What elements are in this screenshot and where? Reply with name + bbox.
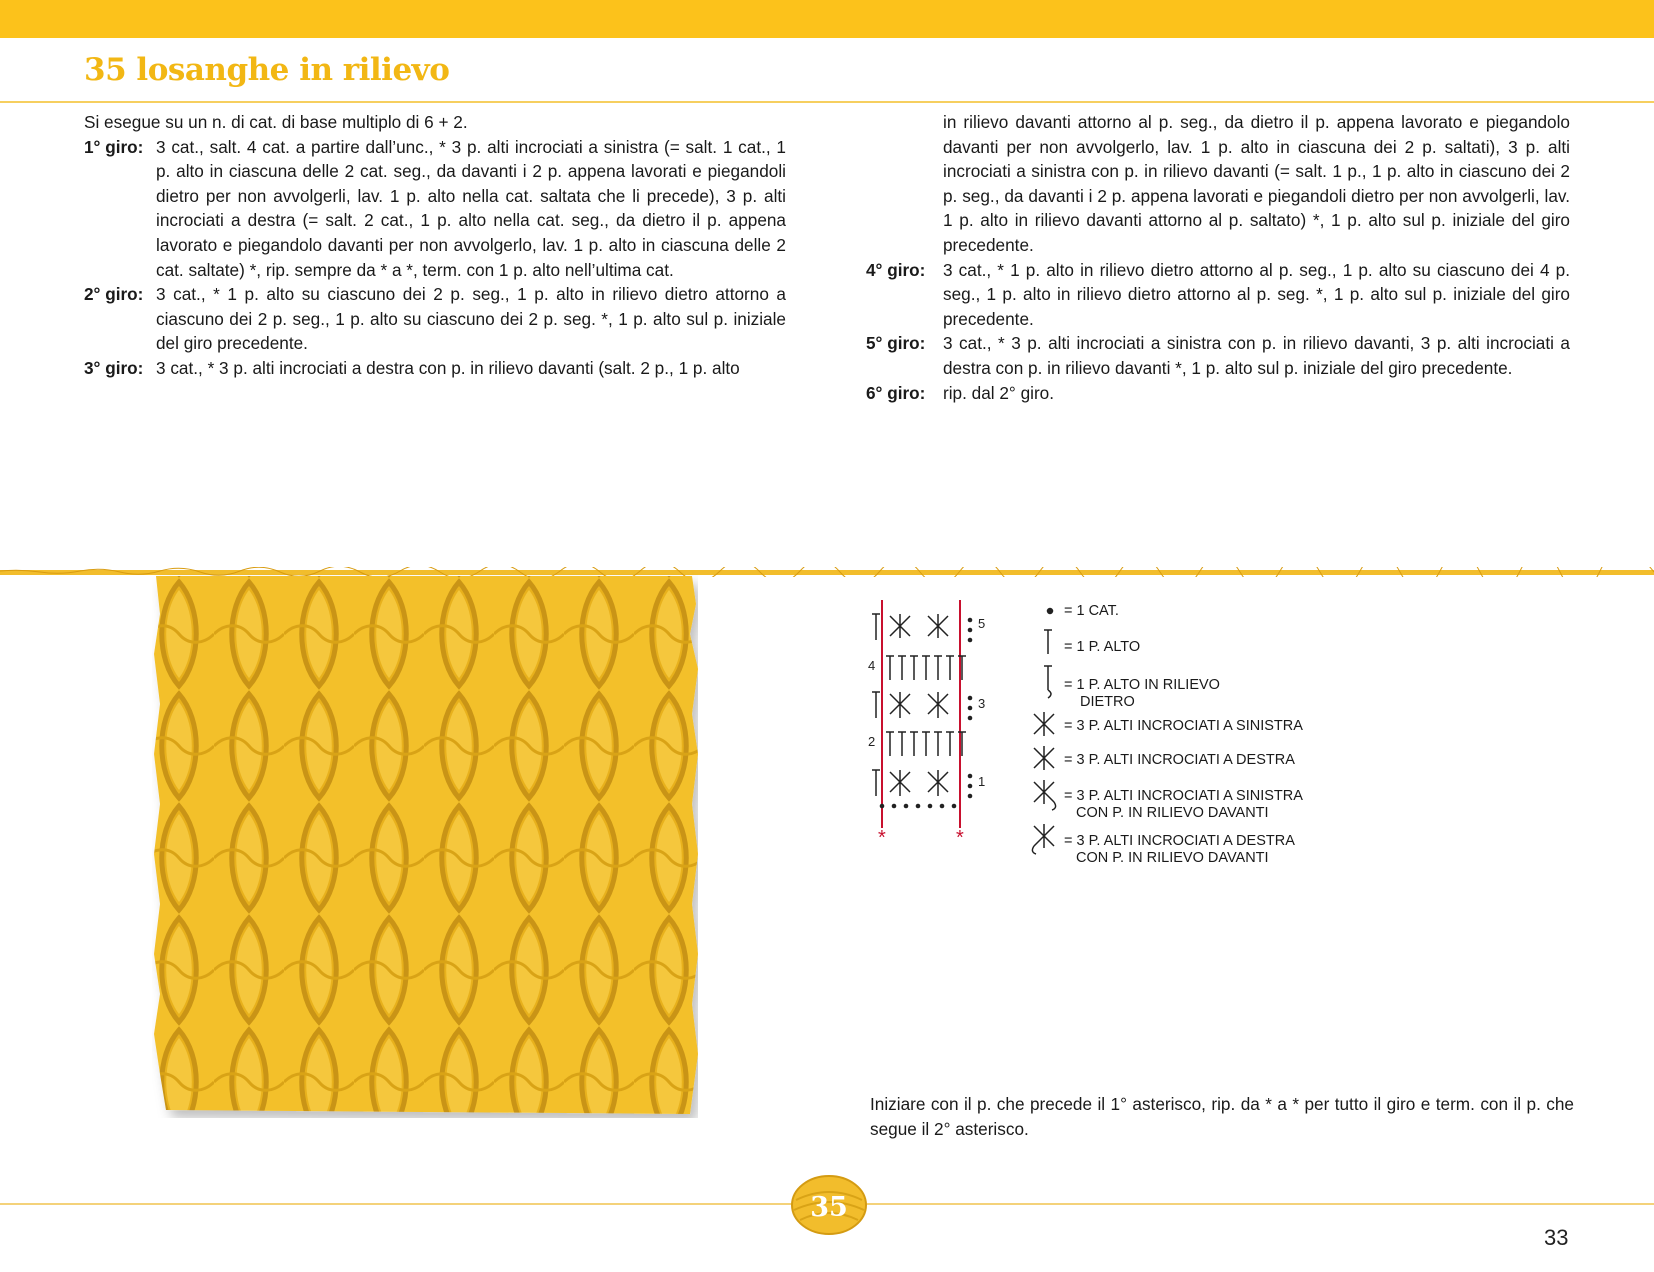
round-3-continued: in rilievo davanti attorno al p. seg., da dietro il p. appena lavorato e piegandolo davanti per non avvolgerlo, lav. 1 p. alto in ciascuna dei 2 p. saltati), 3 p. alti incrociati a sinistra con p. in rilievo davanti (= salt. 1 p., 1 p. alto in ciascuno dei 2 p. seg., da davanti i 2 p. appena lavorati e piegandoli dietro per non avvolgerli, lav. 1 p. alto in rilievo davanti attorno al p. saltato) *, 1 p. alto sul p. iniziale del giro precedente. xyxy=(943,112,1570,255)
legend-symbols xyxy=(1032,609,1055,855)
crochet-swatch-photo xyxy=(152,574,698,1118)
legend-text: = 3 P. ALTI INCROCIATI A SINISTRA xyxy=(1064,788,1303,804)
yarn-ball-badge xyxy=(790,1174,868,1236)
cross-left-fp-icon xyxy=(1034,780,1056,810)
row-label-1: 1 xyxy=(978,774,986,789)
repeat-marker-end: * xyxy=(956,827,964,849)
page-title: 35 losanghe in rilievo xyxy=(84,52,450,88)
top-color-band xyxy=(0,0,1654,38)
round-2 xyxy=(84,282,786,356)
round-text: 3 cat., * 3 p. alti incrociati a destra con p. in rilievo davanti (salt. 2 p., 1 p. alto xyxy=(156,357,740,378)
back-post-dc-icon xyxy=(1044,666,1052,698)
title-divider xyxy=(0,101,1654,103)
round-4 xyxy=(866,258,1570,332)
double-crochet-icon xyxy=(1044,630,1052,654)
round-5 xyxy=(866,331,1570,380)
chain-dot-icon xyxy=(1048,609,1053,614)
row-label-2: 2 xyxy=(868,734,876,749)
round-label: 1° giro: xyxy=(84,136,144,157)
round-text: 3 cat., salt. 4 cat. a partire dall’unc., * 3 p. alti incrociati a sinistra (= salt. 1 cat., 1 p. alto in ciascuna delle 2 cat. seg., da davanti i 2 p. appena lavorati e piegandoli dietro per non avvolgerli, lav. 1 p. alto nella cat. saltata che li precede), 3 p. alti incrociati a destra (= salt. 2 cat., 1 p. alto nella cat. seg., da dietro il p. appena lavorato e piegandolo davanti per non avvolgerlo, lav. 1 p. alto in ciascuna delle 2 cat. saltate) *, rip. sempre da * a *, term. con 1 p. alto nell’ultima cat. xyxy=(156,136,786,280)
cross-left-icon xyxy=(1034,712,1054,736)
round-text: 3 cat., * 3 p. alti incrociati a sinistra con p. in rilievo davanti, 3 p. alti incrociati a destra con p. in rilievo davanti *, 1 p. alto sul p. iniziale del giro precedente. xyxy=(943,333,1570,378)
legend-double-crochet xyxy=(1064,639,1140,656)
round-label: 6° giro: xyxy=(866,382,926,403)
round-1 xyxy=(84,135,786,283)
page-number: 33 xyxy=(1544,1225,1569,1250)
round-label: 5° giro: xyxy=(866,333,926,354)
legend-cross-right xyxy=(1064,752,1295,769)
legend-text: = 1 P. ALTO IN RILIEVO xyxy=(1064,677,1220,693)
legend-text-2: DIETRO xyxy=(1080,694,1135,710)
legend-text: = 1 CAT. xyxy=(1064,603,1119,619)
round-6 xyxy=(866,381,1570,406)
repeat-instructions: Iniziare con il p. che precede il 1° asterisco, rip. da * a * per tutto il giro e term. con il p. che segue il 2° asterisco. xyxy=(870,1094,1574,1139)
legend-chain xyxy=(1064,603,1119,620)
row-label-3: 3 xyxy=(978,696,986,711)
round-text: 3 cat., * 1 p. alto su ciascuno dei 2 p. seg., 1 p. alto in rilievo dietro attorno a ciascuno dei 2 p. seg., 1 p. alto su ciascuno dei 2 p. seg. *, 1 p. alto sul p. iniziale del giro precedente. xyxy=(156,284,786,354)
legend-text: = 1 P. ALTO xyxy=(1064,639,1141,655)
round-label: 2° giro: xyxy=(84,284,144,305)
legend-text-2: CON P. IN RILIEVO DAVANTI xyxy=(1076,805,1269,821)
round-3 xyxy=(84,356,786,381)
legend-cross-right-fp xyxy=(1064,833,1295,867)
legend-text-2: CON P. IN RILIEVO DAVANTI xyxy=(1076,850,1269,866)
cross-right-fp-icon xyxy=(1032,824,1054,854)
legend-cross-left xyxy=(1064,718,1303,735)
legend-text: = 3 P. ALTI INCROCIATI A DESTRA xyxy=(1064,752,1295,768)
repeat-marker-start: * xyxy=(878,827,886,849)
badge-number: 35 xyxy=(810,1192,848,1223)
cross-right-icon xyxy=(1034,746,1054,770)
row-label-5: 5 xyxy=(978,616,986,631)
row-label-4: 4 xyxy=(868,658,876,673)
round-text: 3 cat., * 1 p. alto in rilievo dietro attorno al p. seg., 1 p. alto su ciascuno dei 4 p. seg., 1 p. alto in rilievo dietro attorno al p. seg. *, 1 p. alto sul p. iniziale del giro precedente. xyxy=(943,259,1570,329)
round-label: 3° giro: xyxy=(84,357,144,378)
legend-text: = 3 P. ALTI INCROCIATI A DESTRA xyxy=(1064,833,1295,849)
round-text: rip. dal 2° giro. xyxy=(943,382,1055,403)
instructions-left-column xyxy=(84,110,786,381)
intro-text: Si esegue su un n. di cat. di base multiplo di 6 + 2. xyxy=(84,112,468,132)
legend-cross-left-fp xyxy=(1064,788,1303,822)
chart-diagram xyxy=(868,600,985,849)
round-label: 4° giro: xyxy=(866,259,926,280)
legend-back-post xyxy=(1064,677,1220,711)
legend-text: = 3 P. ALTI INCROCIATI A SINISTRA xyxy=(1064,718,1303,734)
instructions-right-column xyxy=(866,110,1570,405)
